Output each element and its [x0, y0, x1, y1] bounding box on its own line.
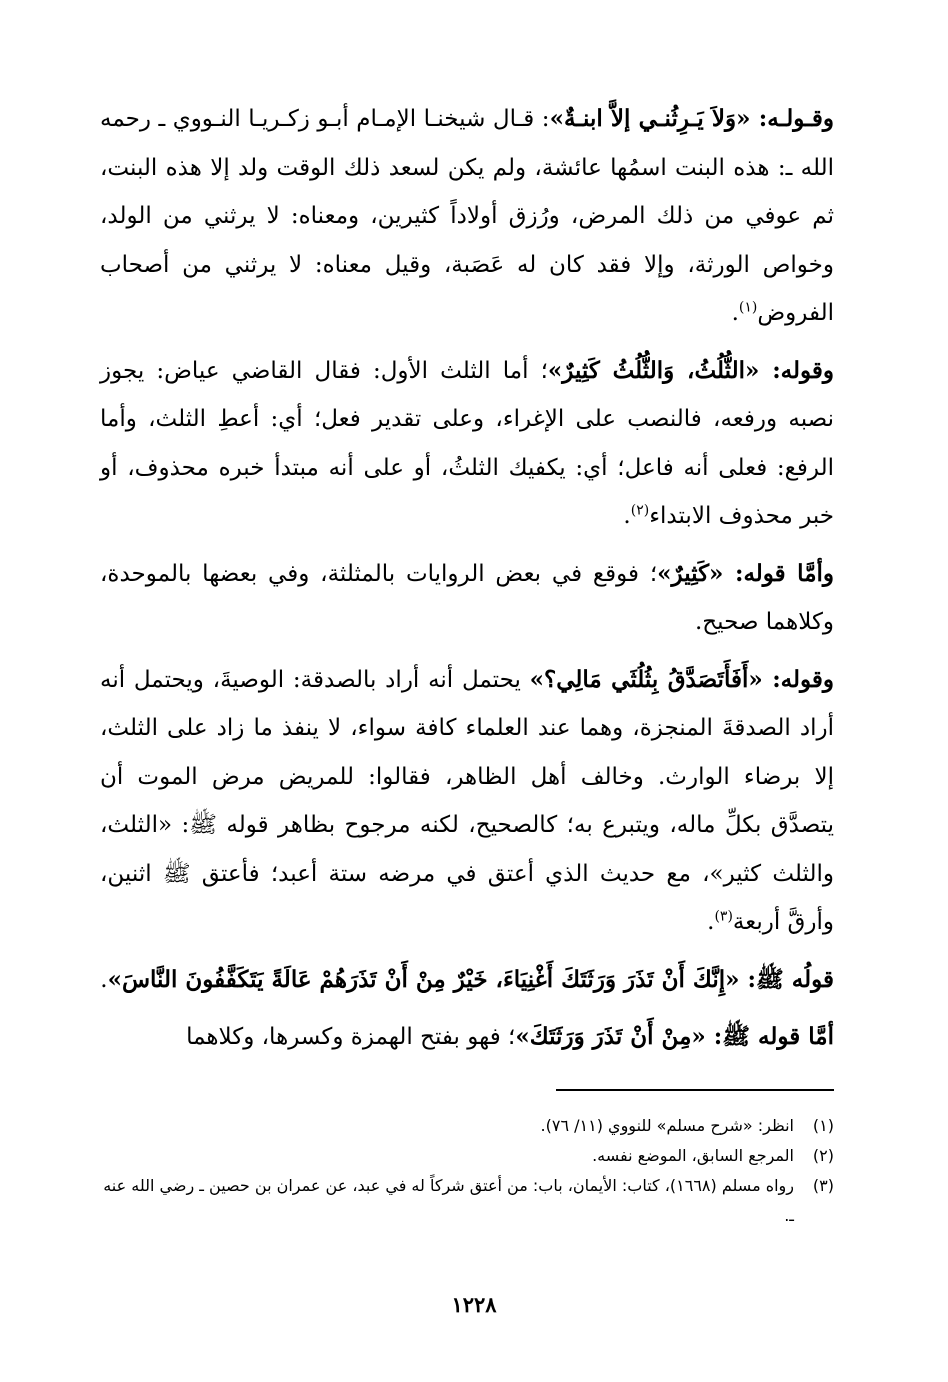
footnote-text: رواه مسلم (١٦٦٨)، كتاب: الأيمان، باب: من أعتق شركاً له في عبد، عن عمران بن حصين ـ رضي الله عنه ـ.: [103, 1176, 794, 1225]
paragraph-body: ؛ فهو بفتح الهمزة وكسرها، وكلاهما: [186, 1024, 516, 1050]
footnote-item: [100, 1171, 834, 1231]
footnote-item: [100, 1111, 834, 1141]
book-page: [100, 95, 834, 1355]
page-number: ١٢٢٨: [451, 1292, 497, 1317]
hadith-quote: «أَفَأَتَصَدَّقُ بِثُلُثَي مَالِي؟»: [529, 665, 763, 693]
hadith-quote: «مِنْ أَنْ تَذَرَ وَرَثَتَكَ»: [515, 1023, 706, 1050]
main-text: [100, 95, 834, 1061]
paragraph-lead: وقـولـه:: [750, 105, 834, 132]
footnote-divider: [556, 1089, 834, 1091]
hadith-quote: «الثُّلُثُ، وَالثُّلُثُ كَثِيرٌ»: [547, 356, 760, 384]
footnote-text: المرجع السابق، الموضع نفسه.: [592, 1146, 794, 1165]
footnote-ref[interactable]: (٣): [714, 908, 733, 925]
paragraph-end: .: [707, 909, 715, 935]
footnote-ref[interactable]: (١): [738, 299, 758, 316]
footnote-number: (١): [812, 1116, 834, 1135]
paragraph-lead: وقوله:: [762, 665, 835, 693]
hadith-quote: «إِنَّكَ أَنْ تَذَرَ وَرَثَتَكَ أَغْنِيَاءَ، خَيْرٌ مِنْ أَنْ تَذَرَهُمْ عَالَةً يَتَكَفَّفُونَ النَّاسَ»: [107, 965, 740, 993]
hadith-quote: «كَثِيرٌ»: [657, 559, 724, 587]
footnote-number: (٣): [812, 1176, 834, 1195]
paragraph-lead: وأمَّا قوله:: [723, 559, 835, 587]
footnote-number: (٢): [812, 1146, 834, 1165]
paragraph: [100, 95, 834, 338]
hadith-quote: «وَلاَ يَـرِثُنـي إلاَّ ابنـةٌ»: [549, 105, 751, 132]
paragraph-end: .: [623, 503, 631, 529]
paragraph-end: .: [731, 300, 739, 326]
paragraph-body: : قـال شيخنـا الإمـام أبـو زكـريـا النـووي ـ رحمه الله ـ: هذه البنت اسمُها عائشة، ولم يكن لسعد ذلك الوقت ولد إلا هذه البنت، ثم عوفي من ذلك المرض، ورُزق أولاداً كثيرين، ومعناه: لا يرثني من الولد، وخواص الورثة، وإلا فقد كان له عَصَبة، وقيل معناه: لا يرثني من أصحاب الفروض: [100, 106, 834, 326]
footnote-text: انظر: «شرح مسلم» للنووي (١١/ ٧٦).: [540, 1116, 794, 1135]
paragraph-lead: أمَّا قوله ﷺ:: [705, 1023, 834, 1050]
paragraph-end: .: [100, 966, 108, 993]
footnote-item: [100, 1141, 834, 1171]
paragraph-body: يحتمل أنه أراد بالصدقة: الوصيةَ، ويحتمل أنه أراد الصدقةَ المنجزة، وهما عند العلماء كافة سواء، لا ينفذ ما زاد على الثلث، إلا برضاء الوارث. وخالف أهل الظاهر، فقالوا: للمريض مرض الموت أن يتصدَّق بكلِّ ماله، ويتبرع به؛ كالصحيح، لكنه مرجوح بظاهر قوله ﷺ: «الثلث، والثلث كثير»، مع حديث الذي أعتق في مرضه ستة أعبد؛ فأعتق ﷺ اثنين، وأرقَّ أربعة: [100, 666, 834, 935]
footnote-ref[interactable]: (٢): [630, 502, 650, 519]
paragraph-body: ؛ أما الثلث الأول: فقال القاضي عياض: يجوز نصبه ورفعه، فالنصب على الإغراء، وعلى تقدير فعل؛ أي: أعطِ الثلث، وأما الرفع: فعلى أنه فاعل؛ أي: يكفيك الثلثُ، أو على أنه مبتدأ خبره محذوف، أو خبر محذوف الابتداء: [100, 357, 834, 529]
paragraph: [100, 956, 834, 1005]
paragraph: [100, 1013, 834, 1061]
paragraph-lead: قولُه ﷺ:: [739, 965, 834, 993]
footnotes: [100, 1111, 834, 1231]
paragraph-lead: وقوله:: [759, 356, 835, 384]
paragraph: [100, 550, 834, 647]
paragraph-body: ؛ فوقع في بعض الروايات بالمثلثة، وفي بعضها بالموحدة، وكلاهما صحيح.: [100, 560, 834, 635]
paragraph: [100, 656, 834, 947]
paragraph: [100, 347, 834, 541]
